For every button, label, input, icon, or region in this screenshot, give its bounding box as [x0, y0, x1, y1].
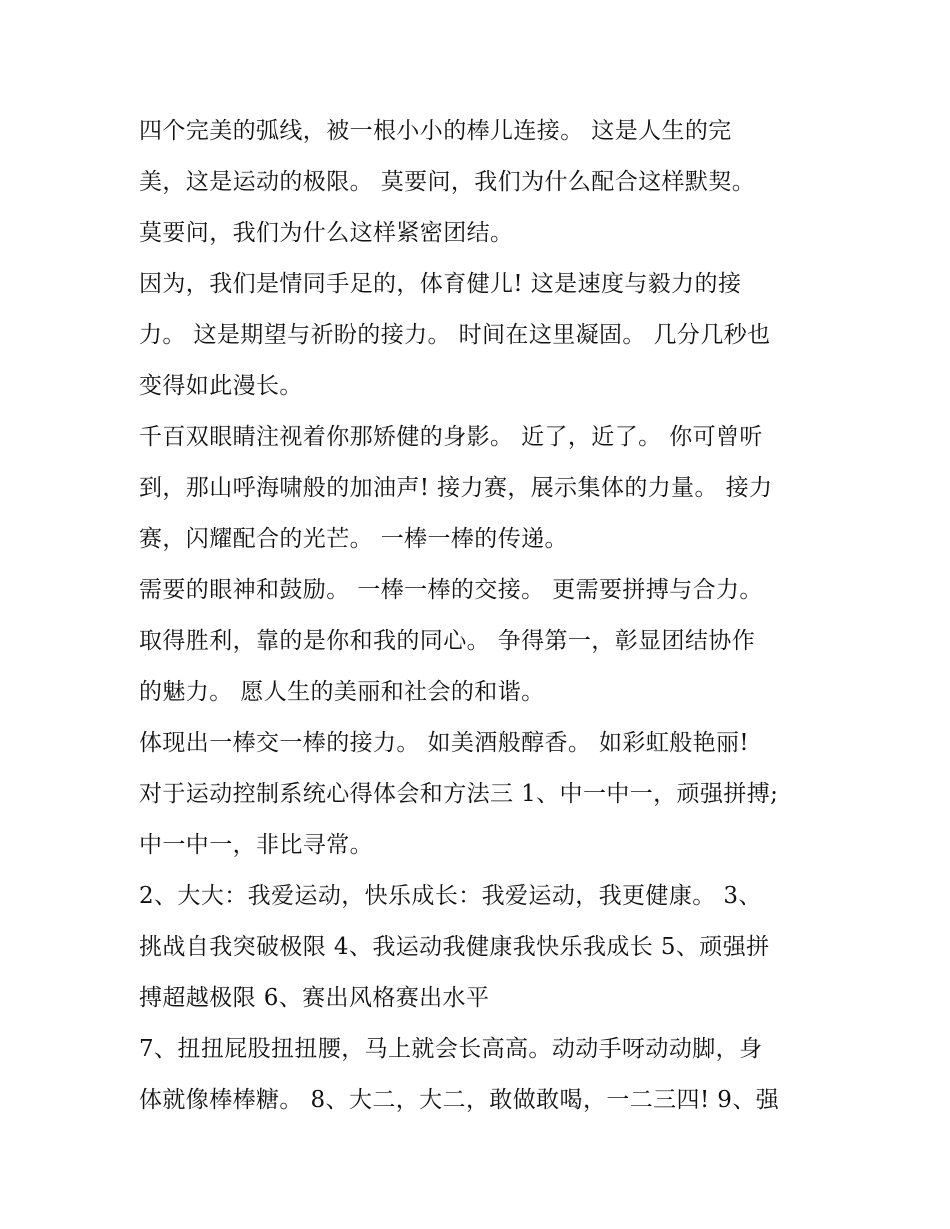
- text-line: 2、大大：我爱运动，快乐成长：我爱运动，我更健康。 3、: [139, 883, 762, 909]
- text-line: 取得胜利，靠的是你和我的同心。 争得第一，彰显团结协作: [139, 628, 756, 654]
- text-line: 美，这是运动的极限。 莫要问，我们为什么配合这样默契。: [139, 169, 756, 195]
- text-line: 莫要问，我们为什么这样紧密团结。: [139, 220, 514, 246]
- text-line: 千百双眼睛注视着你那矫健的身影。 近了，近了。 你可曾听: [139, 424, 763, 450]
- text-line: 的魅力。 愿人生的美丽和社会的和谐。: [139, 679, 545, 705]
- text-line: 中一中一，非比寻常。: [139, 832, 373, 858]
- text-line: 力。 这是期望与祈盼的接力。 时间在这里凝固。 几分几秒也: [139, 322, 771, 348]
- text-line: 7、扭扭屁股扭扭腰，马上就会长高高。动动手呀动动脚，身: [139, 1036, 763, 1062]
- text-line: 体现出一棒交一棒的接力。 如美酒般醇香。 如彩虹般艳丽!: [139, 730, 750, 756]
- document-body: [139, 106, 819, 1126]
- text-line: 变得如此漫长。: [139, 373, 303, 399]
- text-line: 因为，我们是情同手足的，体育健儿! 这是速度与毅力的接: [139, 271, 742, 297]
- text-line: 搏超越极限 6、赛出风格赛出水平: [139, 985, 490, 1011]
- text-line: 四个完美的弧线，被一根小小的棒儿连接。 这是人生的完: [139, 118, 732, 144]
- text-line: 到，那山呼海啸般的加油声! 接力赛，展示集体的力量。 接力: [139, 475, 773, 501]
- text-line: 对于运动控制系统心得体会和方法三 1、中一中一，顽强拼搏;: [139, 781, 779, 807]
- text-line: 挑战自我突破极限 4、我运动我健康我快乐我成长 5、顽强拼: [139, 934, 770, 960]
- text-line: 赛，闪耀配合的光芒。 一棒一棒的传递。: [139, 526, 568, 552]
- text-line: 需要的眼神和鼓励。 一棒一棒的交接。 更需要拼搏与合力。: [139, 577, 763, 603]
- text-line: 体就像棒棒糖。 8、大二，大二，敢做敢喝，一二三四! 9、强: [139, 1087, 780, 1113]
